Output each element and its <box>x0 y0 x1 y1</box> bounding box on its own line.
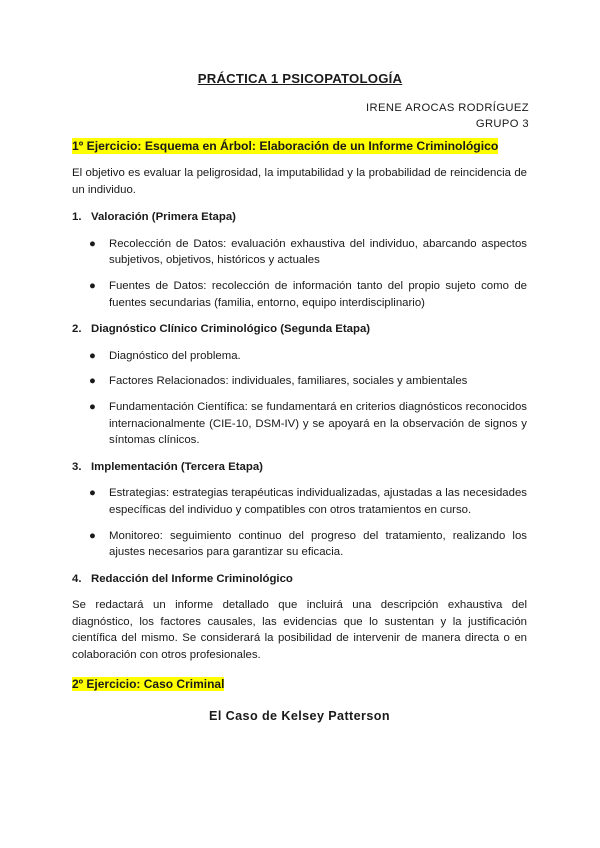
section-number: 4. <box>72 572 82 585</box>
section-heading <box>72 209 527 226</box>
author-block <box>366 100 529 132</box>
section-2 <box>72 321 527 449</box>
bullet-icon: ● <box>89 487 96 500</box>
section-number: 3. <box>72 460 82 473</box>
section-number: 1. <box>72 211 82 224</box>
list-item: ● Monitoreo: seguimiento continuo del progreso del tratamiento, realizando los ajustes necesarios para garantizar su eficacia. <box>89 529 527 559</box>
bullet-icon: ● <box>89 529 96 542</box>
list-item: ● Estrategias: estrategias terapéuticas individualizadas, ajustadas a las necesidades específicas del individuo y compatibles con otros tratamientos en curso. <box>89 487 527 516</box>
exercise1-heading <box>72 138 527 155</box>
list-item: ● Fuentes de Datos: recolección de información tanto del propio sujeto como de fuentes secundarias (familia, entorno, equipo interdisciplinario) <box>89 279 527 309</box>
exercise1-heading-text: 1º Ejercicio: Esquema en Árbol: Elaboración de un Informe Criminológico <box>72 139 499 153</box>
case-title: El Caso de Kelsey Patterson <box>209 709 390 724</box>
bullet-icon: ● <box>89 400 96 413</box>
bullet-list <box>72 236 527 311</box>
document-body <box>72 138 527 725</box>
bullet-icon: ● <box>89 375 96 388</box>
section-title: Valoración (Primera Etapa) <box>91 211 236 224</box>
section-heading <box>72 459 527 476</box>
exercise1-intro: El objetivo es evaluar la peligrosidad, la imputabilidad y la probabilidad de reincidencia de un individuo. <box>72 167 527 196</box>
section-title: Diagnóstico Clínico Criminológico (Segunda Etapa) <box>91 323 371 336</box>
section-4 <box>72 571 527 588</box>
bullet-icon: ● <box>89 279 96 292</box>
list-item: ● Diagnóstico del problema. <box>72 348 527 365</box>
list-item: ● Factores Relacionados: individuales, familiares, sociales y ambientales <box>72 373 527 390</box>
exercise2-heading-text: 2º Ejercicio: Caso Criminal <box>72 676 225 691</box>
section-heading <box>72 321 527 338</box>
author-name: IRENE AROCAS RODRÍGUEZ <box>366 102 529 114</box>
bullet-list <box>72 485 527 560</box>
section-heading <box>72 571 527 588</box>
list-item: ● Fundamentación Científica: se fundamentará en criterios diagnósticos reconocidos internacionalmente (CIE-10, DSM-IV) y se apoyará en la observación de signos y síntomas clínicos. <box>89 400 527 447</box>
exercise1-closing: Se redactará un informe detallado que incluirá una descripción exhaustiva del diagnóstico, los factores causales, las evidencias que lo sustentan y la justificación científica del mismo. Se considerará la posibilidad de intervenir de manera directa o en colaboración con otros profesionales. <box>72 599 527 662</box>
exercise2-heading <box>72 676 527 693</box>
list-item: ● Recolección de Datos: evaluación exhaustiva del individuo, abarcando aspectos subjetivos, objetivos, históricos y actuales <box>89 237 527 267</box>
bullet-list <box>72 348 527 449</box>
bullet-icon: ● <box>89 237 96 250</box>
section-title: Redacción del Informe Criminológico <box>91 572 293 585</box>
bullet-icon: ● <box>89 349 96 362</box>
section-title: Implementación (Tercera Etapa) <box>91 460 263 473</box>
section-1 <box>72 209 527 311</box>
page-title: PRÁCTICA 1 PSICOPATOLOGÍA <box>197 71 403 86</box>
section-3 <box>72 459 527 561</box>
section-number: 2. <box>72 323 82 336</box>
group-label: GRUPO 3 <box>475 118 529 130</box>
